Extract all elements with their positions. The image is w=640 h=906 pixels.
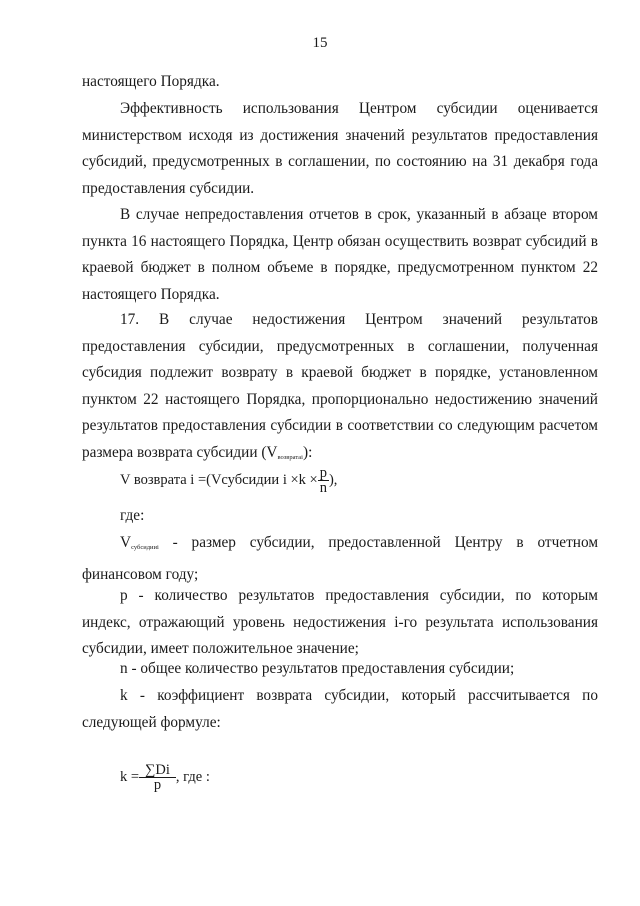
definition-v-text: - размер субсидии, предоставленной Центру в отчетном финансовом году; [82,534,598,583]
definition-k: k - коэффициент возврата субсидии, который рассчитывается по следующей формуле: [82,687,598,731]
v-return-subscript: возвратаi [277,453,303,461]
paragraph-17 [82,307,598,471]
paragraph-effectiveness: Эффективность использования Центром субсидии оценивается министерством исходя из достижения значений результатов предоставления субсидий, предусмотренных в соглашении, по состоянию на 31 декабря года предоставления субсидии. [82,100,598,197]
paragraph-non-submission: В случае непредоставления отчетов в срок, указанный в абзаце втором пункта 16 настоящего Порядка, Центр обязан осуществить возврат субсидий в краевой бюджет в полном объеме в порядке, предусмотренном пунктом 22 настоящего Порядка. [82,206,598,303]
formula-return-rhs: ), [328,471,338,488]
definition-v-symbol: V [120,534,132,551]
where-label: где: [120,507,145,524]
definition-n: n - общее количество результатов предоставления субсидии; [120,660,515,677]
paragraph-continuation: настоящего Порядка. [82,73,220,90]
formula-return-numerator: p [319,465,327,481]
formula-coefficient-fraction [139,763,176,792]
formula-coefficient-lhs: k = [120,768,140,785]
formula-coefficient [120,763,210,792]
formula-coefficient-numerator: ∑Di [139,763,176,778]
definition-v-subsidy [82,530,598,588]
formula-coefficient-denominator: p [153,777,162,793]
formula-return-fraction [318,466,329,495]
page-number: 15 [312,35,328,51]
paragraph-17-text: 17. В случае недостижения Центром значений результатов предоставления субсидии, предусмотренных в соглашении, полученная субсидия подлежит возврату в краевой бюджет в порядке, установленном пунктом 22 настоящего Порядка, пропорционально недостижению значений результатов предоставления субсидии в соответствии со следующим расчетом размера возврата субсидии (V [82,311,598,461]
formula-return-denominator: n [319,480,327,496]
definition-v-subscript: субсидииi [131,544,159,551]
paragraph-17-end: ): [302,443,313,461]
definition-p: p - количество результатов предоставления субсидии, по которым индекс, отражающий уровень недостижения i-го результата использования субсидии, имеет положительное значение; [82,587,598,657]
formula-coefficient-rhs: , где : [175,768,210,785]
formula-return [120,466,337,495]
formula-return-lhs: V возврата i =(Vсубсидии i ×k × [120,471,318,488]
